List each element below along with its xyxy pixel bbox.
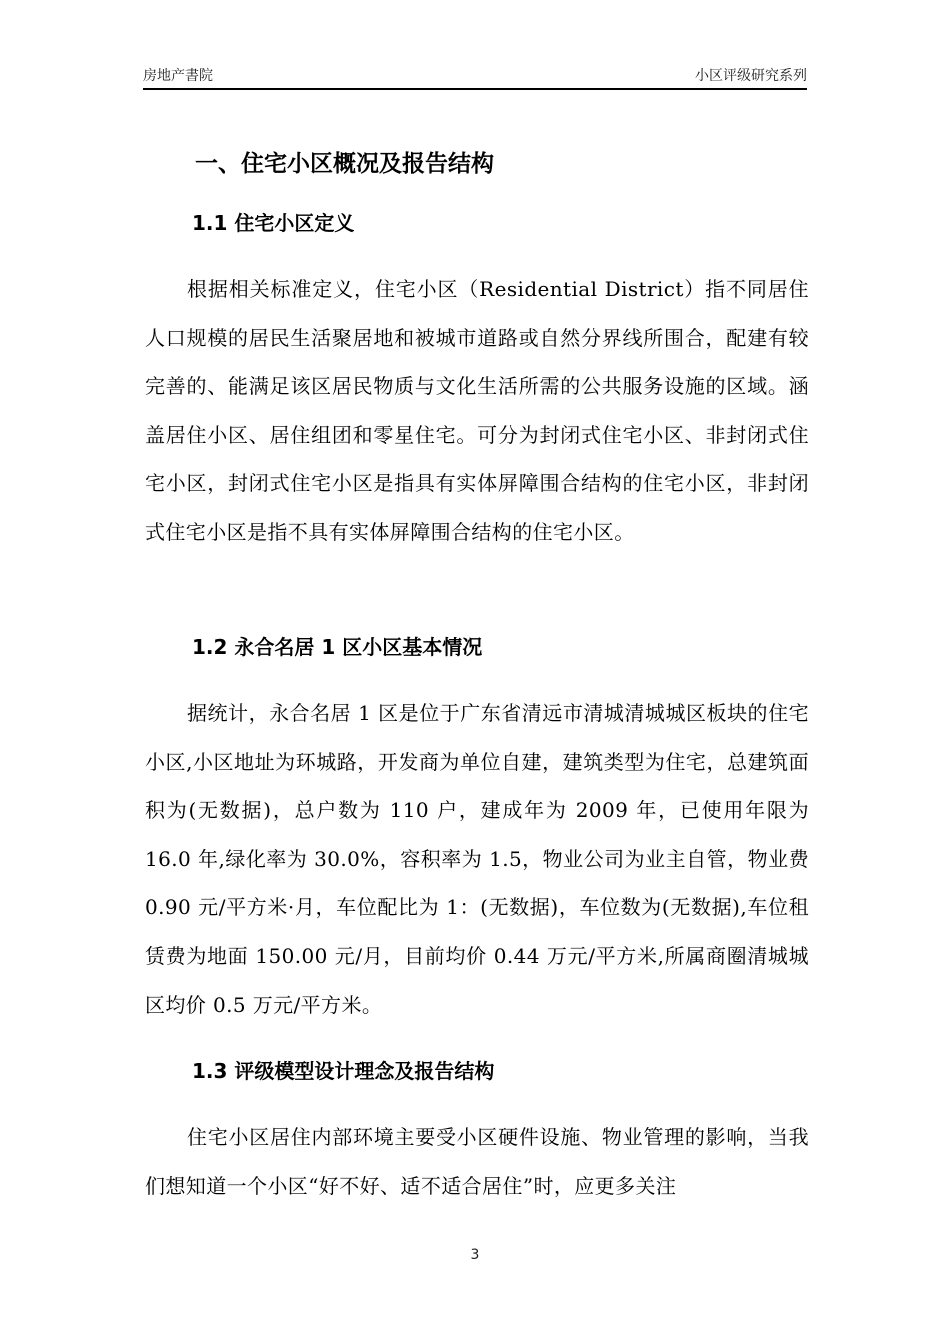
page-header — [143, 66, 807, 90]
section-heading-1-1: 1.1 住宅小区定义 — [192, 211, 355, 235]
page-number: 3 — [470, 1247, 480, 1263]
section-heading-1-2: 1.2 永合名居 1 区小区基本情况 — [192, 635, 483, 659]
header-series-title: 小区评级研究系列 — [695, 68, 807, 84]
header-publisher: 房地产書院 — [143, 68, 213, 84]
paragraph-rating-model: 住宅小区居住内部环境主要受小区硬件设施、物业管理的影响，当我们想知道一个小区“好不好、适不适合居住”时，应更多关注 — [145, 1125, 809, 1198]
paragraph-community-overview: 据统计，永合名居 1 区是位于广东省清远市清城清城城区板块的住宅小区,小区地址为环城路，开发商为单位自建，建筑类型为住宅，总建筑面积为(无数据)，总户数为 110 户，建成年为 2009 年，已使用年限为 16.0 年,绿化率为 30.0%，容积率为 1.5，物业公司为业主自管，物业费 0.90 元/平方米·月，车位配比为 1：(无数据)，车位数为(无数据),车位租赁费为地面 150.00 元/月，目前均价 0.44 万元/平方米,所属商圈清城城区均价 0.5 万元/平方米。 — [145, 701, 809, 1017]
paragraph-residential-definition: 根据相关标准定义，住宅小区（Residential District）指不同居住人口规模的居民生活聚居地和被城市道路或自然分界线所围合，配建有较完善的、能满足该区居民物质与文化生活所需的公共服务设施的区域。涵盖居住小区、居住组团和零星住宅。可分为封闭式住宅小区、非封闭式住宅小区，封闭式住宅小区是指具有实体屏障围合结构的住宅小区，非封闭式住宅小区是指不具有实体屏障围合结构的住宅小区。 — [145, 277, 809, 544]
chapter-title: 一、住宅小区概况及报告结构 — [195, 151, 494, 177]
section-heading-1-3: 1.3 评级模型设计理念及报告结构 — [192, 1059, 495, 1083]
